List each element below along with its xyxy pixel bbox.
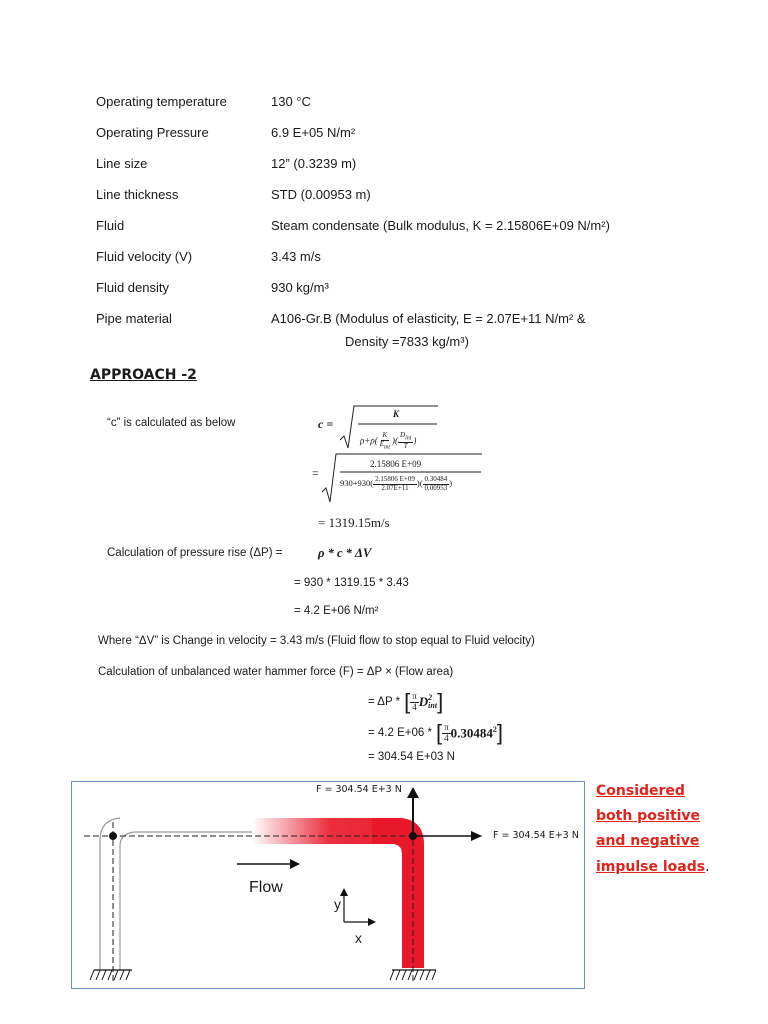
den-prefix: ρ+ρ(	[360, 435, 378, 446]
section-heading: APPROACH -2	[90, 367, 197, 383]
pressure-rise-line2: = 930 * 1319.15 * 3.43	[294, 577, 409, 589]
pipe-elbow	[372, 818, 424, 968]
arrowhead-up-icon	[407, 787, 419, 798]
frac-den: T	[403, 441, 408, 450]
d-sub: int	[428, 701, 438, 710]
pressure-rise-label: Calculation of pressure rise (ΔP) =	[107, 547, 283, 559]
d-scripts	[428, 694, 437, 710]
note-period: .	[705, 859, 710, 875]
sub-frac-1	[373, 476, 417, 492]
node-left	[109, 832, 117, 840]
frac-num: 2.15806 E+09	[375, 475, 415, 483]
param-value: 930 kg/m³	[271, 280, 329, 295]
frac-den: 4	[412, 701, 417, 712]
d-sup: 2	[428, 693, 433, 702]
frac-k-e	[378, 432, 392, 451]
param-value: 12” (0.3239 m)	[271, 156, 357, 171]
bracket-left: [	[435, 720, 443, 745]
bracket-left: [	[404, 689, 411, 714]
c-calc-label: “c” is calculated as below	[107, 417, 236, 429]
note-line: both positive	[596, 808, 701, 824]
pressure-rise-line3: = 4.2 E+06 N/m²	[294, 605, 379, 617]
frac-den-e: E	[379, 439, 384, 448]
where-text: Where “ΔV” is Change in velocity = 3.43 m/s (Fluid flow to stop equal to Fluid velocity)	[98, 635, 535, 647]
param-value: STD (0.00953 m)	[271, 187, 371, 202]
force-calc-line3	[368, 718, 503, 748]
d-int-squared	[419, 694, 437, 710]
param-value: Steam condensate (Bulk modulus, K = 2.15806E+09 N/m²)	[271, 218, 610, 233]
frac-d-t	[398, 432, 413, 451]
frac-num: K	[382, 431, 388, 439]
axis-y-label: y	[334, 896, 341, 912]
c-sub-num: 2.15806 E+09	[370, 459, 422, 469]
pressure-rise-formula: ρ * c * ΔV	[318, 546, 372, 560]
pi-over-4	[442, 723, 451, 744]
axis-y-arrow-icon	[340, 888, 348, 896]
pipe-diagram-svg	[72, 782, 585, 989]
c-formula-num: K	[393, 409, 400, 419]
impulse-note	[596, 779, 710, 880]
frac-num-sub: int	[405, 435, 412, 442]
flow-label: Flow	[249, 879, 283, 896]
d-sup: 2	[492, 724, 497, 734]
frac-den: 0.00953	[424, 483, 448, 492]
arrowhead-right-icon	[471, 831, 482, 841]
axis-x-arrow-icon	[368, 918, 376, 926]
sub-frac-2	[423, 476, 450, 492]
frac-num: π	[412, 690, 417, 701]
frac-num: 0.30484	[424, 475, 448, 483]
c-formula-den: ρ+ρ( $\frac{K}{E_{mt}}$ )( $\frac{D_{int}}{T}$ )	[360, 431, 417, 451]
pi-over-4	[410, 692, 419, 713]
frac-den-sub: mt	[384, 444, 390, 451]
param-label: Line thickness	[96, 187, 179, 202]
node-right	[409, 832, 417, 840]
force-calc-line4: = 304.54 E+03 N	[368, 751, 455, 763]
pipe-outer-outline-left	[100, 818, 120, 970]
line3-prefix: = 4.2 E+06 *	[368, 727, 432, 739]
force-calc-line2	[368, 687, 443, 717]
note-line: and negative	[596, 833, 700, 849]
note-line: Considered	[596, 783, 685, 799]
c-formula-lhs: c =	[318, 417, 334, 431]
bracket-right: ]	[437, 689, 444, 714]
c-sub-eq: =	[312, 466, 319, 480]
axis-x-label: x	[355, 930, 362, 946]
force-calc-label: Calculation of unbalanced water hammer force (F) = ΔP × (Flow area)	[98, 666, 454, 678]
d-symbol: D	[418, 694, 429, 709]
pipe-diagram	[71, 781, 585, 989]
force-label-vertical: F = 304.54 E+3 N	[316, 784, 402, 795]
flow-arrowhead-icon	[290, 859, 300, 869]
param-value-continued: Density =7833 kg/m³)	[345, 334, 469, 349]
pipe-inner-outline-left	[120, 832, 134, 970]
c-result: = 1319.15m/s	[318, 515, 390, 530]
d-value: 0.30484	[450, 725, 493, 741]
frac-den: 2.07E+11	[381, 483, 409, 492]
frac-num: π	[444, 721, 449, 732]
frac-den: 4	[444, 732, 449, 743]
bracket-right: ]	[496, 720, 503, 745]
c-substitution	[312, 452, 453, 492]
param-label: Pipe material	[96, 311, 172, 326]
param-label: Line size	[96, 156, 148, 171]
force-label-horizontal: F = 304.54 E+3 N	[493, 830, 579, 841]
param-value: 130 °C	[271, 94, 311, 109]
sub-den-prefix: 930+930(	[340, 478, 374, 489]
note-line: impulse loads	[596, 859, 706, 875]
note-last-line	[596, 854, 710, 880]
param-value: A106-Gr.B (Modulus of elasticity, E = 2.07E+11 N/m² &	[271, 311, 586, 326]
c-formula	[318, 404, 417, 451]
param-label: Fluid	[96, 218, 125, 233]
param-label: Operating temperature	[96, 94, 227, 109]
frac-den	[378, 441, 392, 451]
param-label: Operating Pressure	[96, 125, 209, 140]
param-label: Fluid density	[96, 280, 169, 295]
param-value: 3.43 m/s	[271, 249, 321, 264]
diameter-value	[451, 725, 497, 741]
param-label: Fluid velocity (V)	[96, 249, 193, 264]
line2-prefix: = ΔP *	[368, 696, 401, 708]
frac-num-d: D	[400, 431, 406, 439]
support-left-hatch	[90, 970, 130, 980]
param-value: 6.9 E+05 N/m²	[271, 125, 356, 140]
c-sub-den: 930+930( $\frac{2.15806 E+09}{2.07E+11}$ )( $\frac{0.30484}{0.00953}$ )	[340, 475, 453, 492]
